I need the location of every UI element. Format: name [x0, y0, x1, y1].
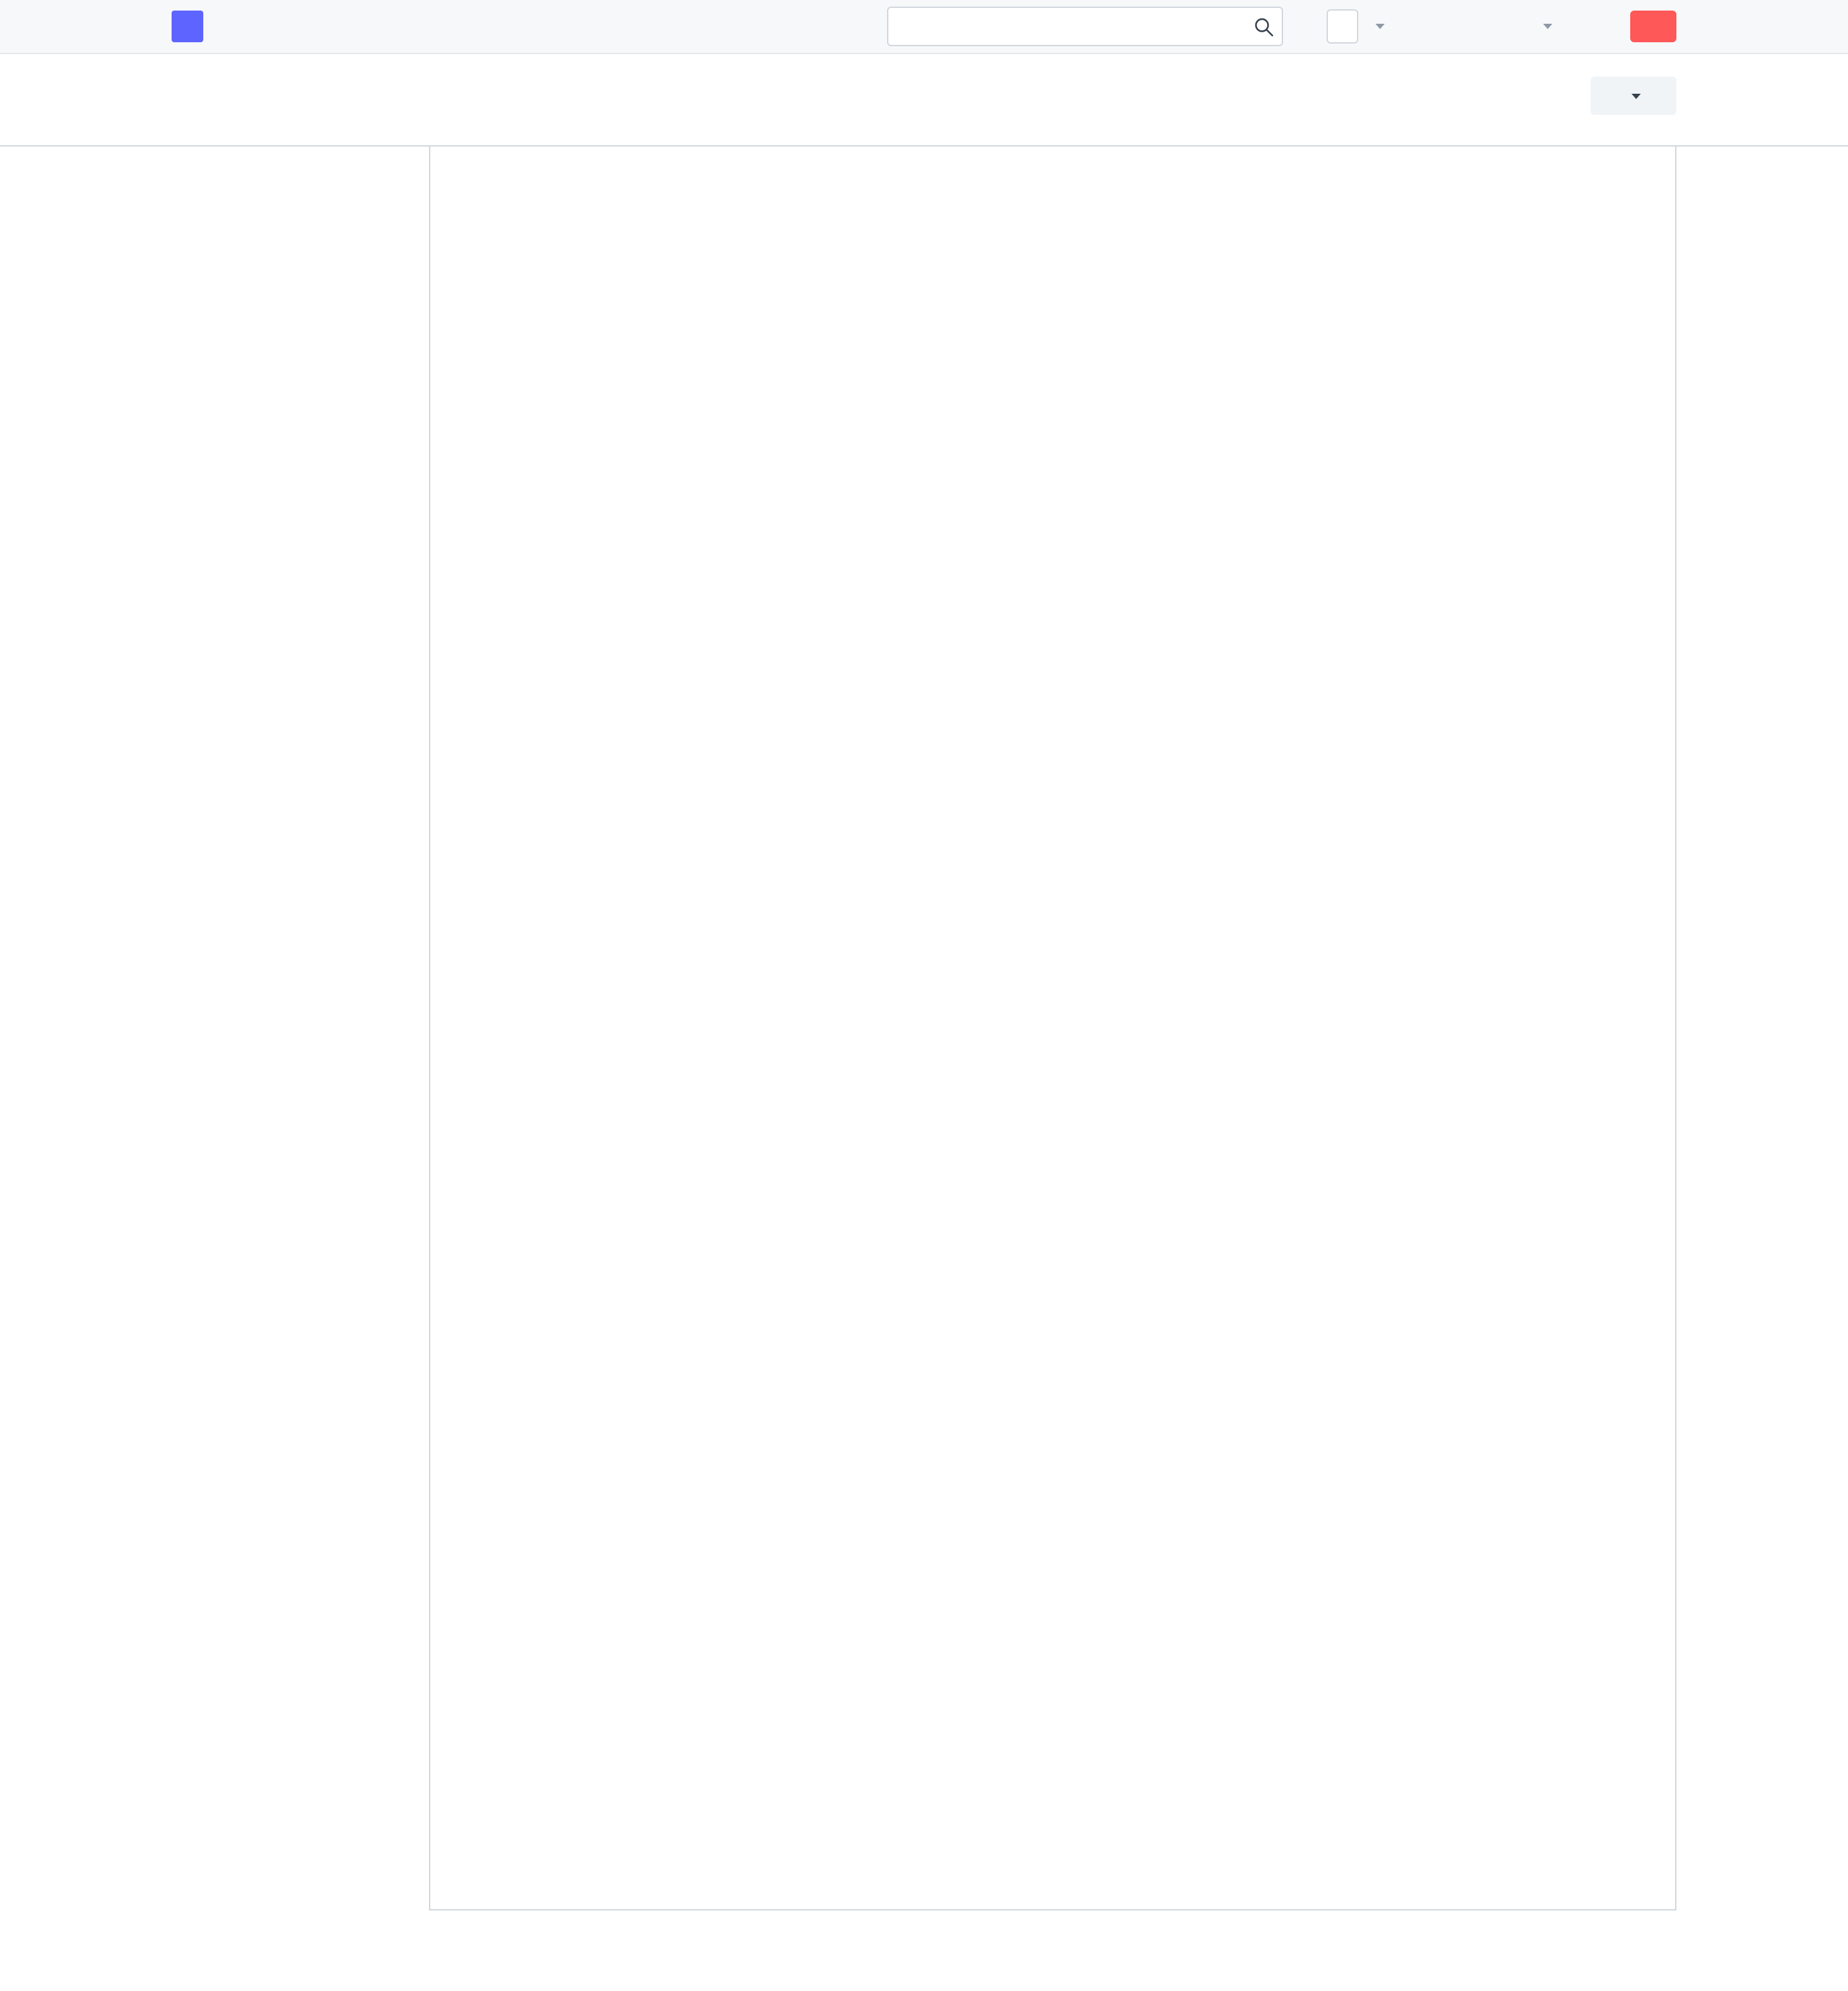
module-content [429, 147, 1676, 1910]
user-avatar[interactable] [1327, 9, 1358, 44]
search-input[interactable] [900, 15, 1243, 40]
caret-down-icon [1632, 94, 1641, 99]
app-logo[interactable] [172, 11, 203, 42]
caret-down-icon [1543, 24, 1552, 29]
page-header [0, 54, 1848, 147]
user-menu[interactable] [1369, 15, 1385, 37]
help-menu[interactable] [1536, 15, 1552, 37]
menu-button[interactable] [1591, 77, 1676, 115]
search-icon[interactable] [1253, 16, 1275, 38]
top-navbar [0, 0, 1848, 54]
notifications-badge[interactable] [1630, 11, 1676, 42]
awesome-bar[interactable] [887, 7, 1283, 46]
caret-down-icon [1375, 24, 1385, 29]
